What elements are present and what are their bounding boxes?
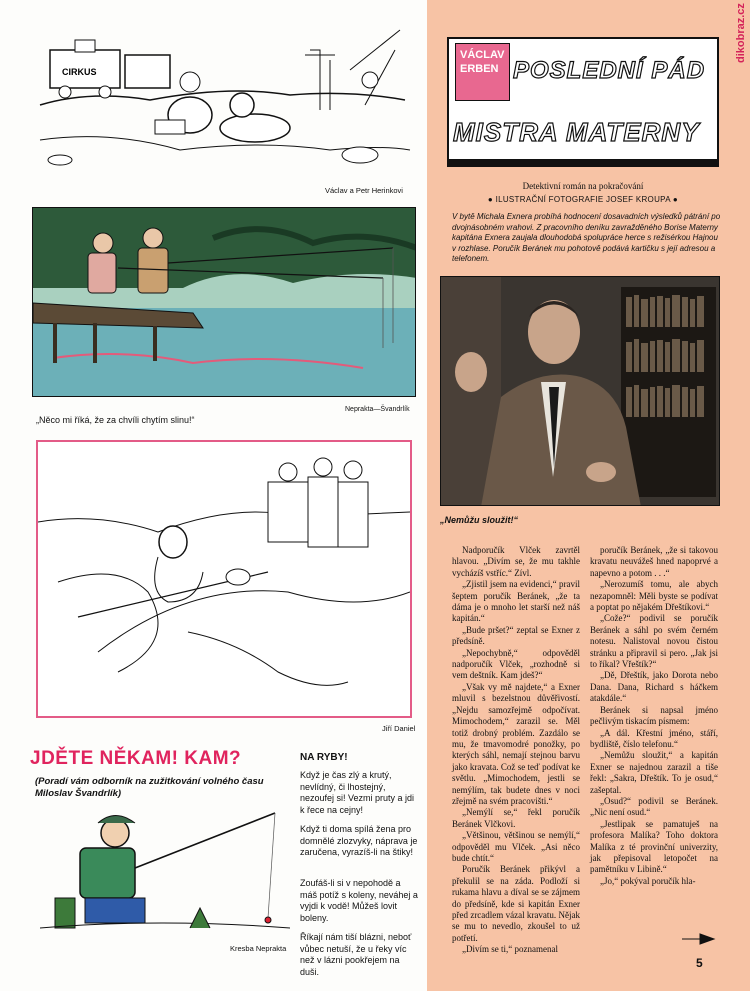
- paragraph: „Nemůžu sloužit,“ a kapitán Exner se najednou zarazil a tiše řekl: „Sakra, Dřeštík. To je osud,“ zašeptal.: [590, 750, 718, 795]
- paragraph: „Zjistil jsem na evidenci,“ pravil šeptem poručík Beránek, „že ta dáma je o mnoho let starší než náš kapitán.“: [452, 579, 580, 624]
- paragraph: „Bude pršet?“ zeptal se Exner z předsíně.: [452, 624, 580, 647]
- author-block: [455, 43, 510, 101]
- paragraph: „Osud?“ podivil se Beránek. „Nic není osud.“: [590, 795, 718, 818]
- novel-text-column-1: [452, 545, 580, 956]
- paragraph: „Cože?“ podivil se poručík Beránek a sáhl po svém černém notesu. Nalistoval novou čistou stránku a připravil si pero. „Jak jsi to říkal? Vřeštík?“: [590, 613, 718, 670]
- feature-illustration-credit: Kresba Neprakta: [230, 944, 287, 953]
- poem-title: NA RYBY!: [300, 752, 348, 763]
- author-last-name: ERBEN: [460, 63, 499, 75]
- paragraph: Poručík Beránek přikývl a překulil se na záda. Podloží si rukama hlavu a díval se se zájmem do předsíně, kde si kapitán Exner před zrcadlem vázal kravatu. Nějak se mu to nevedlo, zkoušel to už potřetí.: [452, 864, 580, 943]
- cartoon-fishermen-pier: [32, 207, 416, 397]
- paragraph: „Jo,“ pokýval poručík hla-: [600, 875, 696, 886]
- cartoon-2-caption: „Něco mi říká, že za chvíli chytím slinu!“: [36, 415, 195, 425]
- feature-subtitle: (Poradí vám odborník na zužitkování volného času Miloslav Švandrlík): [35, 776, 264, 799]
- paragraph: „Jestlipak se pamatuješ na profesora Malíka? Toho doktora Malíka z té provinční univerzity, jak přepisoval letopočet na pamětníku v Libině.“: [590, 818, 718, 875]
- novel-photo-image: [441, 277, 720, 506]
- poem-stanza: Když je čas zlý a krutý, nevlídný, či lhostejný, nezoufej si! Vezmi pruty a jdi k řece na cejny!: [300, 770, 415, 815]
- watermark: dikobraz.cz: [735, 3, 747, 63]
- cartoon-3-credit: Jiří Daniel: [382, 724, 416, 733]
- fisherman-illustration: [40, 808, 290, 938]
- cartoon-circus-seal: [30, 10, 415, 175]
- novel-title-line-1: POSLEDNÍ PÁD: [513, 57, 706, 84]
- novel-genre: Detektivní román na pokračování: [522, 181, 644, 191]
- paragraph: Nadporučík Vlček zavrtěl hlavou. „Divím se, že mu takhle vycházíš vstříc.“ Zívl.: [452, 545, 580, 578]
- paragraph: „Většinou, většinou se nemýlí,“ odpověděl mu Vlček. „Asi něco bude chtít.“: [452, 830, 580, 863]
- paragraph: „Nemýlí se,“ řekl poručík Beránek Vlčkovi.: [452, 807, 580, 829]
- paragraph: Beránek si napsal jméno pečlivým tiskacím písmem:: [590, 704, 718, 727]
- author-first-name: VÁCLAV: [460, 49, 505, 61]
- cartoon-1-credit: Václav a Petr Herinkovi: [325, 186, 403, 195]
- page-number: 5: [696, 956, 703, 970]
- novel-intro: V bytě Michala Exnera probíhá hodnocení dosavadních výsledků pátrání po dvojnásobném vrahovi. Z pracovního deníku zavražděného Borise Materny kapitána Exnera zaujala dlouhodobá spolupráce herce s režisérkou Hajnou v rozhlase. Poručík Beránek mu pohotově podává kartičku s její adresou a telefonem.: [452, 212, 721, 263]
- pointing-hand-icon: [680, 930, 716, 948]
- cartoon-fishermen-drawing: [33, 208, 416, 397]
- paragraph: „Však vy mě najdete,“ a Exner mluvil s bezelstnou důvěřivostí. „Nejdu samozřejmě odpočívat. Mimochodem,“ zarazil se. Měl totiž drobný problém. Zazdálo se mu, že tmavomodré ponožky, po kterých sáhl, nemají stejnou barvu jako kravata. Což se teď podívat ke světlu. „Mimochodem, jestli se nemýlím, tak budete dnes v noci zřejmě na svém pracovišti.“: [452, 681, 580, 806]
- paragraph: „Nepochybně,“ odpověděl nadporučík Vlček, „rozhodně si vem deštník. Kam jdeš?“: [452, 647, 580, 681]
- cartoon-policemen-fisherman: [36, 440, 412, 718]
- paragraph: „Divím se ti,“ poznamenal: [462, 944, 558, 955]
- poem-stanza: Zoufáš-li si v nepohodě a máš potíž s koleny, neváhej a vyjdi k vodě! Můžeš lovit boleny.: [300, 878, 418, 923]
- cartoon-2-credit: Neprakta—Švandrlík: [345, 406, 410, 413]
- poem-stanza: Říkají nám tiší blázni, neboť vůbec netuší, že u řeky víc než v lázni pookřejem na duši.: [300, 932, 412, 977]
- novel-text-column-2: [590, 545, 718, 887]
- novel-title-line-2: MISTRA MATERNY: [453, 117, 700, 147]
- paragraph: „A dál. Křestní jméno, stáří, bydliště, číslo telefonu.“: [590, 727, 718, 749]
- fisherman-illustration-drawing: [40, 808, 290, 938]
- novel-title-banner: [447, 37, 719, 167]
- feature-title: JDĚTE NĚKAM! KAM?: [30, 748, 242, 769]
- illustration-credit: ● ILUSTRAČNÍ FOTOGRAFIE JOSEF KROUPA ●: [487, 195, 679, 204]
- cartoon-policemen-drawing: [38, 442, 410, 716]
- cartoon-circus-seal-drawing: [30, 10, 415, 175]
- title-book-spines: [449, 159, 717, 165]
- paragraph: „Nerozumíš tomu, ale abych nezapomněl: Měli byste se podívat a poptat po nějakém Dřeštíkovi.“: [590, 579, 718, 613]
- paragraph: poručík Beránek, „že si takovou kravatu neuvážeš hned napoprvé a napevno a potom . . .“: [590, 545, 718, 578]
- photo-caption: „Nemůžu sloužit!“: [440, 515, 518, 525]
- poem-stanza: Když ti doma spílá žena pro domnělé zlozvyky, náprava je zaručena, vyrazíš-li na štiky!: [300, 824, 418, 857]
- novel-photo: [440, 276, 720, 506]
- paragraph: „Dě, Dřeštík, jako Dorota nebo Dana. Dana, Richard s háčkem atakdále.“: [590, 670, 718, 704]
- circus-sign: CIRKUS: [62, 67, 97, 77]
